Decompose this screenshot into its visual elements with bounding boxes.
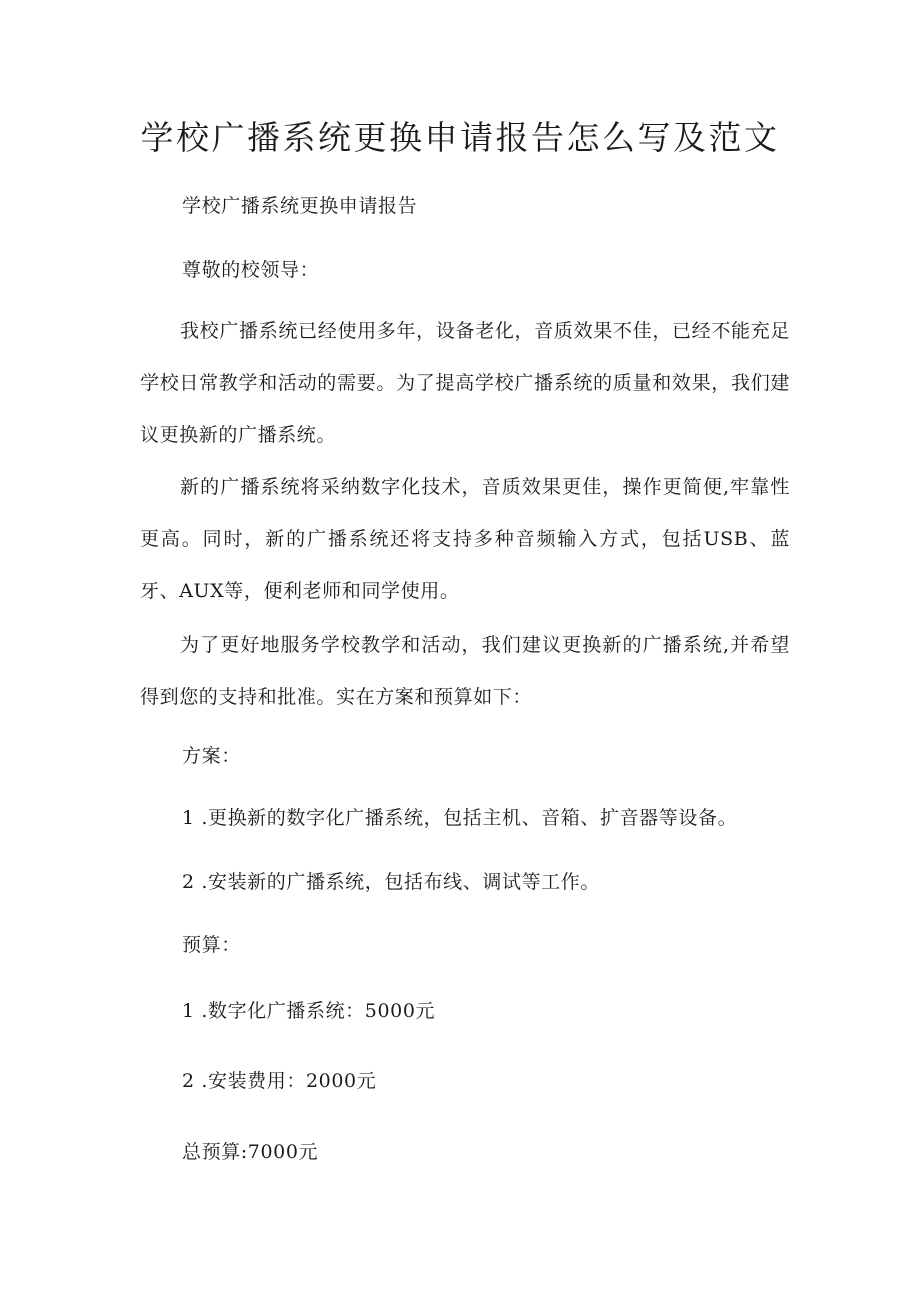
document-title: 学校广播系统更换申请报告怎么写及范文	[140, 118, 780, 157]
budget-heading: 预算：	[182, 934, 241, 956]
plan-item: 2 .安装新的广播系统，包括布线、调试等工作。	[182, 871, 600, 893]
budget-item: 1 .数字化广播系统：5000元	[182, 1000, 436, 1022]
plan-item: 1 .更换新的数字化广播系统，包括主机、音箱、扩音器等设备。	[182, 807, 738, 829]
plan-heading: 方案：	[182, 745, 241, 767]
body-paragraph: 新的广播系统将采纳数字化技术，音质效果更佳，操作更简便,牢靠性更高。同时，新的广播系统还将支持多种音频输入方式，包括USB、蓝牙、AUX等，便利老师和同学使用。	[140, 476, 790, 602]
report-subtitle: 学校广播系统更换申请报告	[182, 195, 418, 217]
budget-item: 2 .安装费用：2000元	[182, 1070, 377, 1092]
salutation: 尊敬的校领导：	[182, 259, 320, 281]
budget-total: 总预算:7000元	[182, 1141, 319, 1163]
body-paragraph: 我校广播系统已经使用多年，设备老化，音质效果不佳，已经不能充足学校日常教学和活动的需要。为了提高学校广播系统的质量和效果，我们建议更换新的广播系统。	[140, 320, 790, 446]
body-paragraph: 为了更好地服务学校教学和活动，我们建议更换新的广播系统,并希望得到您的支持和批准。实在方案和预算如下：	[140, 634, 790, 708]
